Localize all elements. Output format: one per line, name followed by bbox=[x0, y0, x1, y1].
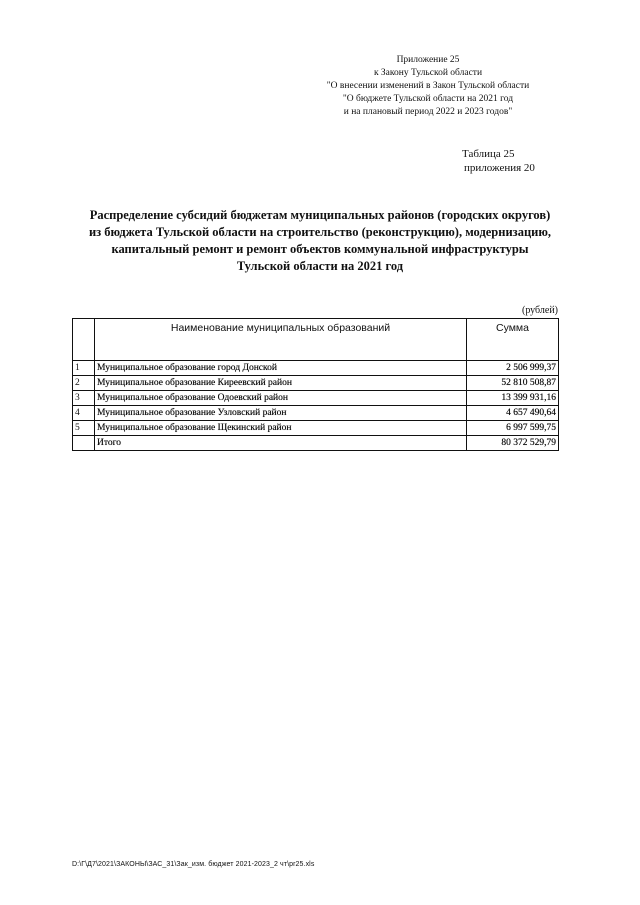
row-name: Муниципальное образование Одоевский район bbox=[95, 391, 467, 406]
appendix-line: "О внесении изменений в Закон Тульской области bbox=[326, 81, 530, 91]
row-sum: 4 657 490,64 bbox=[467, 406, 559, 421]
file-path-footer: D:\Г\Д7\2021\ЗАКОНЫ\ЗАС_31\Зак_изм. бюджет 2021-2023_2 чт\pr25.xls bbox=[72, 861, 315, 868]
units-label: (рублей) bbox=[521, 305, 558, 316]
header-name: Наименование муниципальных образований bbox=[95, 319, 467, 361]
total-number-cell bbox=[73, 436, 95, 451]
subsidy-table bbox=[72, 318, 559, 451]
appendix-line: к Закону Тульской области bbox=[373, 68, 483, 78]
row-sum: 6 997 599,75 bbox=[467, 421, 559, 436]
title-line: Распределение субсидий бюджетам муниципальных районов (городских округов) bbox=[89, 208, 551, 222]
table-row bbox=[73, 391, 559, 406]
row-number: 5 bbox=[73, 421, 95, 436]
row-name: Муниципальное образование Щекинский район bbox=[95, 421, 467, 436]
appendix-line: "О бюджете Тульской области на 2021 год bbox=[342, 94, 514, 104]
table-reference bbox=[462, 147, 535, 175]
appendix-line: и на плановый период 2022 и 2023 годов" bbox=[343, 107, 513, 117]
total-label: Итого bbox=[95, 436, 467, 451]
total-sum: 80 372 529,79 bbox=[467, 436, 559, 451]
header-number bbox=[73, 319, 95, 361]
title-line: из бюджета Тульской области на строительство (реконструкцию), модернизацию, bbox=[88, 225, 552, 239]
row-name: Муниципальное образование город Донской bbox=[95, 361, 467, 376]
appendix-header bbox=[298, 54, 558, 119]
document-title bbox=[62, 207, 578, 275]
header-sum: Сумма bbox=[467, 319, 559, 361]
table-row bbox=[73, 376, 559, 391]
row-number: 4 bbox=[73, 406, 95, 421]
table-header-row bbox=[73, 319, 559, 361]
table-total-row bbox=[73, 436, 559, 451]
title-line: капитальный ремонт и ремонт объектов коммунальной инфраструктуры bbox=[111, 242, 529, 256]
table-row bbox=[73, 361, 559, 376]
appendix-number: приложения 20 bbox=[464, 162, 535, 174]
row-number: 1 bbox=[73, 361, 95, 376]
row-sum: 13 399 931,16 bbox=[467, 391, 559, 406]
row-number: 3 bbox=[73, 391, 95, 406]
row-sum: 52 810 508,87 bbox=[467, 376, 559, 391]
row-number: 2 bbox=[73, 376, 95, 391]
row-sum: 2 506 999,37 bbox=[467, 361, 559, 376]
appendix-line: Приложение 25 bbox=[396, 55, 460, 65]
table-row bbox=[73, 421, 559, 436]
row-name: Муниципальное образование Киреевский район bbox=[95, 376, 467, 391]
table-row bbox=[73, 406, 559, 421]
title-line: Тульской области на 2021 год bbox=[236, 259, 404, 273]
table-number: Таблица 25 bbox=[462, 148, 515, 160]
row-name: Муниципальное образование Узловский район bbox=[95, 406, 467, 421]
